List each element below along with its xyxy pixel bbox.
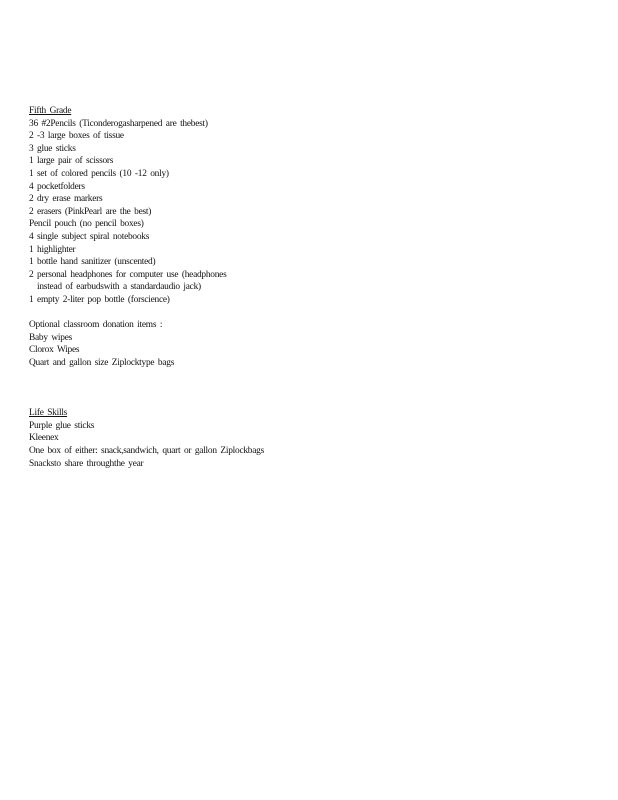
list-item: Pencil pouch (no pencil boxes): [29, 219, 144, 230]
spacer: [29, 307, 589, 320]
list-item: Snacksto share throughthe year: [29, 458, 144, 469]
list-item: 2 -3 large boxes of tissue: [29, 131, 124, 142]
life-skills-heading: Life Skills: [29, 408, 68, 419]
list-item: 4 single subject spiral notebooks: [29, 231, 150, 242]
document-page: [29, 105, 589, 470]
life-skills-list: [29, 420, 589, 470]
list-item: 1 bottle hand sanitizer (unscented): [29, 257, 156, 268]
list-item: One box of either: snack,sandwich, quart or gallon Ziplockbags: [29, 446, 264, 457]
list-item: Kleenex: [29, 433, 59, 444]
fifth-grade-list: [29, 118, 589, 307]
optional-donation-list: [29, 332, 589, 370]
list-item-continuation: instead of earbudswith a standardaudio jack): [37, 282, 201, 293]
optional-donation-heading: Optional classroom donation items :: [29, 320, 163, 331]
list-item: 3 glue sticks: [29, 143, 76, 154]
list-item: 2 dry erase markers: [29, 194, 103, 205]
list-item: 1 empty 2-liter pop bottle (forscience): [29, 294, 170, 305]
list-item: 2 erasers (PinkPearl are the best): [29, 206, 152, 217]
list-item: Purple glue sticks: [29, 420, 95, 431]
list-item: 2 personal headphones for computer use (headphones: [29, 269, 227, 280]
list-item: 36 #2Pencils (Ticonderogasharpened are thebest): [29, 118, 208, 129]
list-item: 4 pocketfolders: [29, 181, 85, 192]
list-item: Baby wipes: [29, 332, 73, 343]
list-item: Quart and gallon size Ziplocktype bags: [29, 357, 175, 368]
list-item: 1 set of colored pencils (10 -12 only): [29, 168, 169, 179]
list-item: 1 large pair of scissors: [29, 156, 114, 167]
fifth-grade-heading: Fifth Grade: [29, 106, 72, 116]
list-item: Clorox Wipes: [29, 345, 80, 356]
spacer: [29, 369, 589, 407]
list-item: 1 highlighter: [29, 244, 76, 255]
